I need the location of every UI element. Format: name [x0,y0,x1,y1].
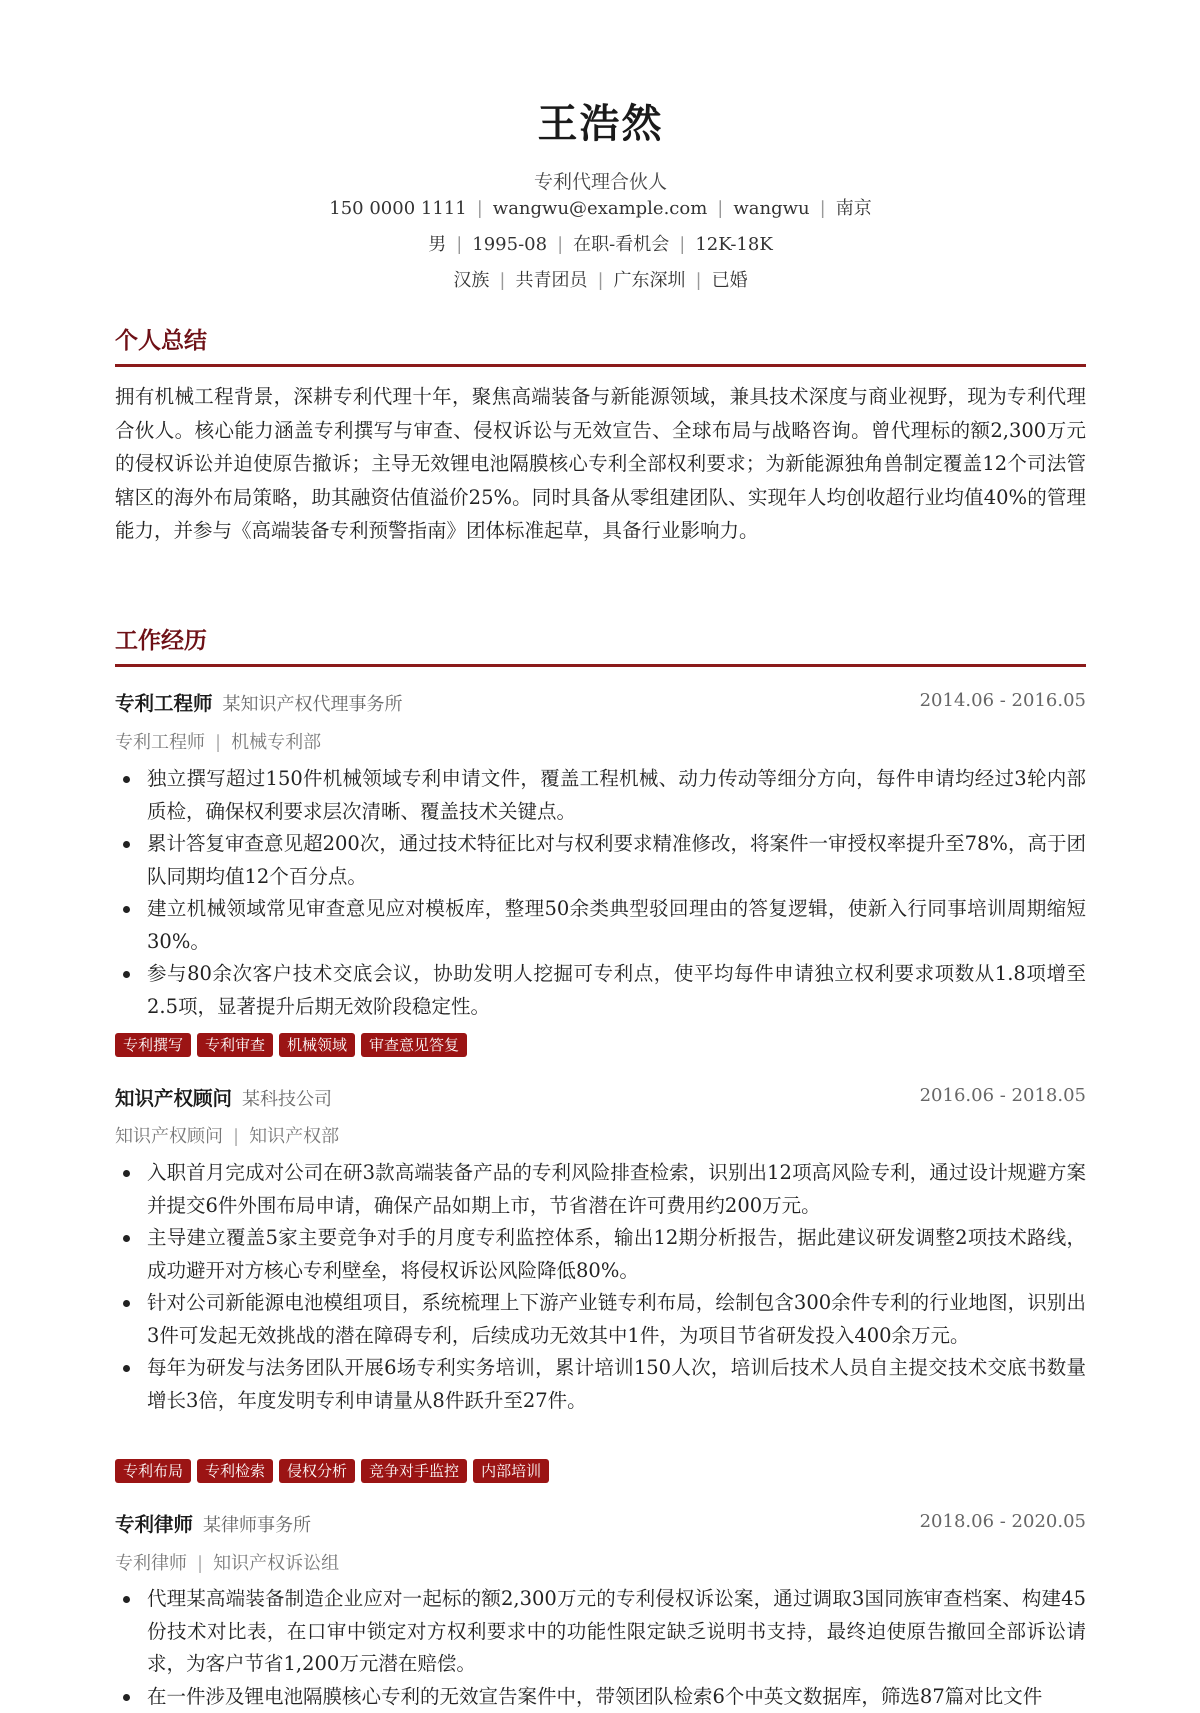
contact-line-2 [115,230,1086,256]
separator: | [820,198,826,219]
summary-section-header [115,322,1086,355]
ethnicity: 汉族 [453,270,489,291]
section-title: 个人总结 [115,322,1086,355]
job-position: 知识产权顾问 [115,1126,223,1147]
job-company: 某知识产权代理事务所 [223,694,403,715]
phone: 150 0000 1111 [329,198,466,219]
separator: | [717,198,723,219]
job-date: 2014.06 - 2016.05 [920,690,1086,711]
job-date: 2018.06 - 2020.05 [920,1511,1086,1532]
gender: 男 [428,234,446,255]
job-status: 在职-看机会 [573,234,669,255]
job-header [115,688,1086,716]
job-department: 机械专利部 [231,732,321,753]
hometown: 广东深圳 [614,270,686,291]
skill-tag: 机械领域 [279,1033,355,1057]
birth-date: 1995-08 [472,234,547,255]
job-company: 某科技公司 [242,1089,332,1110]
list-item: 累计答复审查意见超200次，通过技术特征比对与权利要求精准修改，将案件一审授权率提升至78%，高于团队同期均值12个百分点。 [115,828,1086,893]
experience-section-header [115,622,1086,655]
separator: | [499,270,505,291]
job-subtitle [115,728,321,754]
job-bullets [115,1583,1086,1713]
skill-tags [115,1033,467,1057]
list-item: 建立机械领域常见审查意见应对模板库，整理50余类典型驳回理由的答复逻辑，使新入行同事培训周期缩短30%。 [115,893,1086,958]
separator: | [696,270,702,291]
skill-tags [115,1459,549,1483]
separator: | [456,234,462,255]
separator: | [477,198,483,219]
email: wangwu@example.com [493,198,708,219]
job-bullets [115,1157,1086,1417]
job-header [115,1083,1086,1111]
list-item: 入职首月完成对公司在研3款高端装备产品的专利风险排查检索，识别出12项高风险专利，通过设计规避方案并提交6件外围布局申请，确保产品如期上市，节省潜在许可费用约200万元。 [115,1157,1086,1222]
skill-tag: 竞争对手监控 [361,1459,467,1483]
skill-tag: 侵权分析 [279,1459,355,1483]
skill-tag: 专利审查 [197,1033,273,1057]
job-department: 知识产权部 [249,1126,339,1147]
section-divider [115,664,1086,667]
list-item: 在一件涉及锂电池隔膜核心专利的无效宣告案件中，带领团队检索6个中英文数据库，筛选87篇对比文件 [115,1681,1086,1713]
list-item: 针对公司新能源电池模组项目，系统梳理上下游产业链专利布局，绘制包含300余件专利的行业地图，识别出3件可发起无效挑战的潜在障碍专利，后续成功无效其中1件，为项目节省研发投入400余万元。 [115,1287,1086,1352]
separator: | [197,1553,203,1574]
job-subtitle [115,1122,339,1148]
job-bullets [115,763,1086,1023]
section-title: 工作经历 [115,622,1086,655]
expected-salary: 12K-18K [695,234,772,255]
job-subtitle [115,1549,339,1575]
job-company: 某律师事务所 [203,1515,311,1536]
job-role: 知识产权顾问 [115,1087,232,1110]
job-role: 专利律师 [115,1513,193,1536]
summary-text: 拥有机械工程背景，深耕专利代理十年，聚焦高端装备与新能源领域，兼具技术深度与商业视野，现为专利代理合伙人。核心能力涵盖专利撰写与审查、侵权诉讼与无效宣告、全球布局与战略咨询。曾代理标的额2,300万元的侵权诉讼并迫使原告撤诉；主导无效锂电池隔膜核心专利全部权利要求；为新能源独角兽制定覆盖12个司法管辖区的海外布局策略，助其融资估值溢价25%。同时具备从零组建团队、实现年人均创收超行业均值40%的管理能力，并参与《高端装备专利预警指南》团体标准起草，具备行业影响力。 [115,380,1086,548]
separator: | [557,234,563,255]
skill-tag: 专利布局 [115,1459,191,1483]
separator: | [215,732,221,753]
wechat: wangwu [733,198,809,219]
list-item: 参与80余次客户技术交底会议，协助发明人挖掘可专利点，使平均每件申请独立权利要求项数从1.8项增至2.5项，显著提升后期无效阶段稳定性。 [115,958,1086,1023]
separator: | [597,270,603,291]
job-position: 专利工程师 [115,732,205,753]
list-item: 独立撰写超过150件机械领域专利申请文件，覆盖工程机械、动力传动等细分方向，每件申请均经过3轮内部质检，确保权利要求层次清晰、覆盖技术关键点。 [115,763,1086,828]
job-header [115,1509,1086,1537]
list-item: 每年为研发与法务团队开展6场专利实务培训，累计培训150人次，培训后技术人员自主提交技术交底书数量增长3倍，年度发明专利申请量从8件跃升至27件。 [115,1352,1086,1417]
candidate-name: 王浩然 [115,92,1086,149]
job-position: 专利律师 [115,1553,187,1574]
section-divider [115,364,1086,367]
city: 南京 [836,198,872,219]
skill-tag: 审查意见答复 [361,1033,467,1057]
job-department: 知识产权诉讼组 [213,1553,339,1574]
contact-line-3 [115,266,1086,292]
list-item: 代理某高端装备制造企业应对一起标的额2,300万元的专利侵权诉讼案，通过调取3国同族审查档案、构建45份技术对比表，在口审中锁定对方权利要求中的功能性限定缺乏说明书支持，最终迫使原告撤回全部诉讼请求，为客户节省1,200万元潜在赔偿。 [115,1583,1086,1681]
contact-line-1 [115,194,1086,220]
list-item: 主导建立覆盖5家主要竞争对手的月度专利监控体系，输出12期分析报告，据此建议研发调整2项技术路线，成功避开对方核心专利壁垒，将侵权诉讼风险降低80%。 [115,1222,1086,1287]
separator: | [679,234,685,255]
marital-status: 已婚 [712,270,748,291]
candidate-title: 专利代理合伙人 [115,167,1086,194]
skill-tag: 专利检索 [197,1459,273,1483]
skill-tag: 专利撰写 [115,1033,191,1057]
skill-tag: 内部培训 [473,1459,549,1483]
separator: | [233,1126,239,1147]
political-status: 共青团员 [515,270,587,291]
job-date: 2016.06 - 2018.05 [920,1085,1086,1106]
job-role: 专利工程师 [115,692,213,715]
